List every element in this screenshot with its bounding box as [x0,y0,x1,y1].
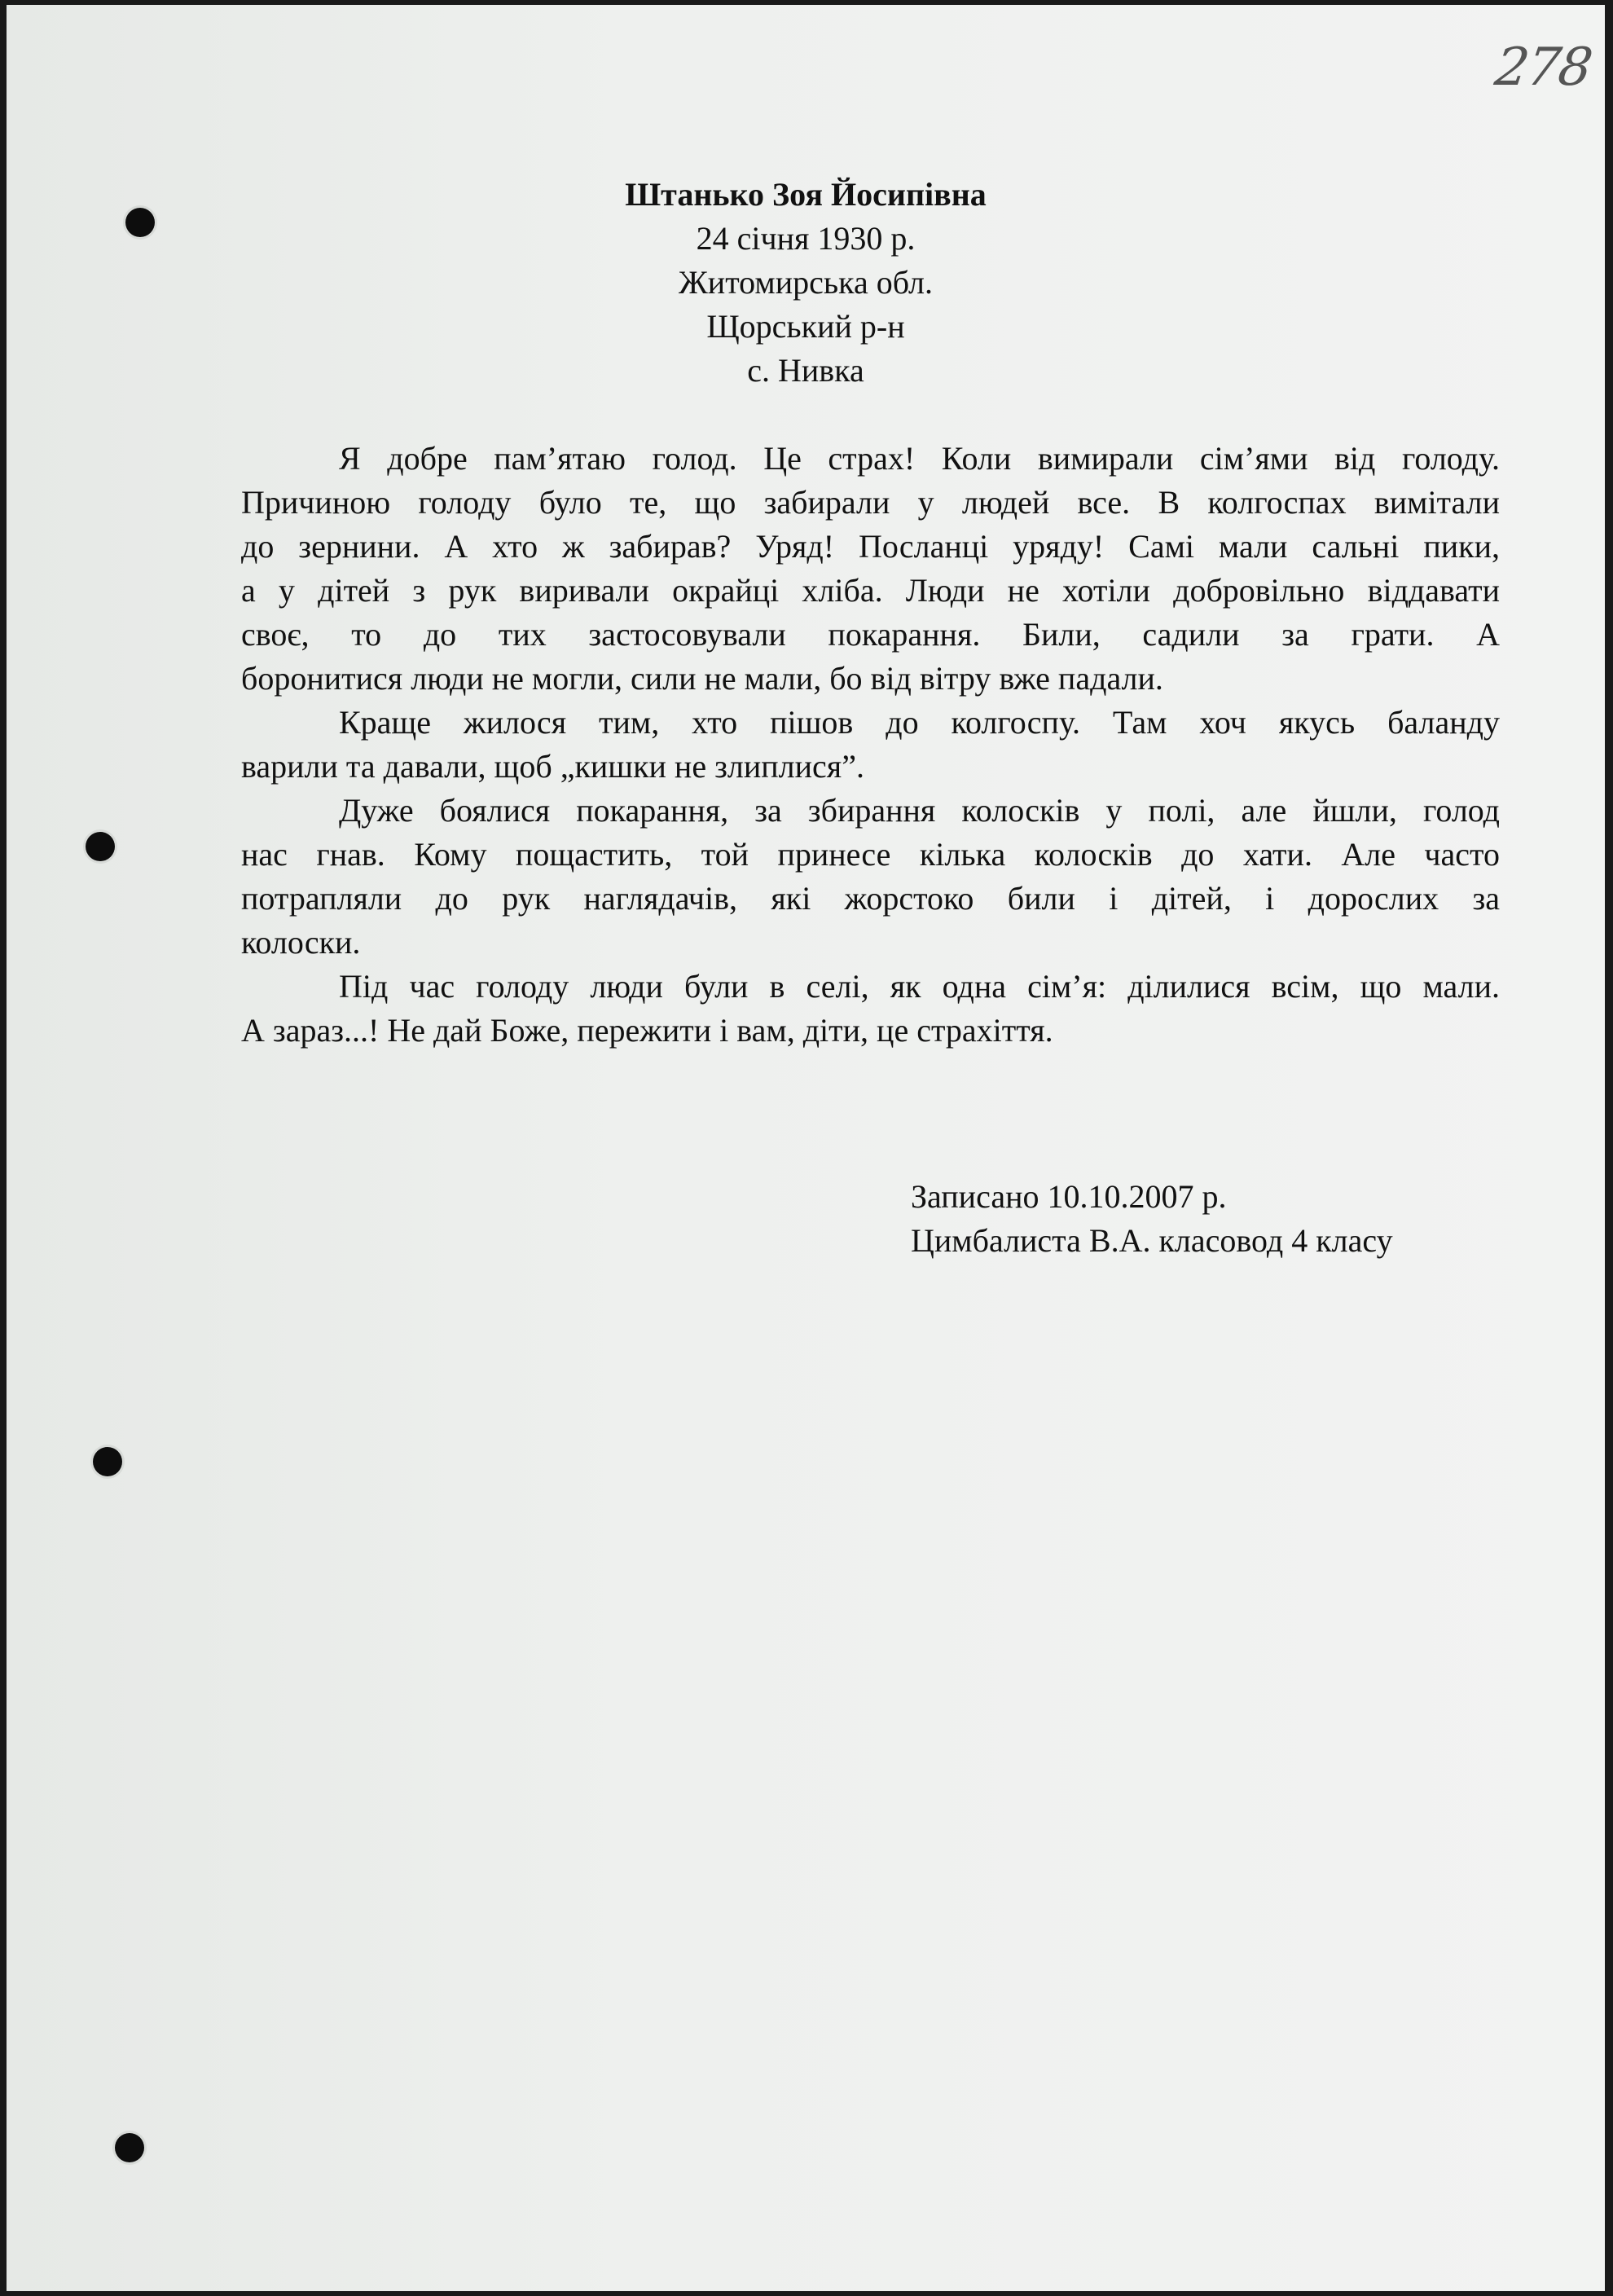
body-line: Під час голоду люди були в селі, як одна сім’я: ділилися всім, що мали. [339,968,1500,1005]
person-name: Штанько Зоя Йосипівна [625,176,987,213]
body-line: Дуже боялися покарання, за збирання колосків у полі, але йшли, голод [339,792,1500,829]
region: Житомирська обл. [678,264,934,301]
punch-hole [86,832,115,861]
body-line: нас гнав. Кому пощастить, той принесе кілька колосків до хати. Але часто [241,836,1500,873]
body-line: потрапляли до рук наглядачів, які жорстоко били і дітей, і дорослих за [241,880,1500,917]
body-line: до зернини. А хто ж забирав? Уряд! Посланці уряду! Самі мали сальні пики, [241,528,1500,565]
body-line: Краще жилося тим, хто пішов до колгоспу. Там хоч якусь баланду [339,704,1500,741]
body-line: А зараз...! Не дай Боже, пережити і вам, діти, це страхіття. [241,1012,1053,1049]
body-line: а у дітей з рук виривали окрайці хліба. Люди не хотіли добровільно віддавати [241,572,1500,609]
body-line: своє, то до тих застосовували покарання. Били, садили за грати. А [241,616,1500,653]
recorded-date: Записано 10.10.2007 р. [911,1178,1227,1215]
document-page [7,5,1605,2291]
body-line: Я добре пам’ятаю голод. Це страх! Коли вимирали сім’ями від голоду. [339,440,1500,477]
body-line: боронитися люди не могли, сили не мали, бо від вітру вже падали. [241,660,1163,697]
punch-hole [115,2133,144,2162]
body-line: варили та давали, щоб „кишки не злиплися”. [241,748,864,785]
district: Щорський р-н [706,308,905,345]
birth-date: 24 січня 1930 р. [696,220,916,257]
body-line: колоски. [241,924,361,961]
handwritten-page-number: 278 [1491,37,1595,98]
village: с. Нивка [747,352,864,389]
body-line: Причиною голоду було те, що забирали у людей все. В колгоспах вимітали [241,484,1500,521]
recorder-name: Цимбалиста В.А. класовод 4 класу [911,1222,1393,1259]
punch-hole [93,1447,122,1476]
